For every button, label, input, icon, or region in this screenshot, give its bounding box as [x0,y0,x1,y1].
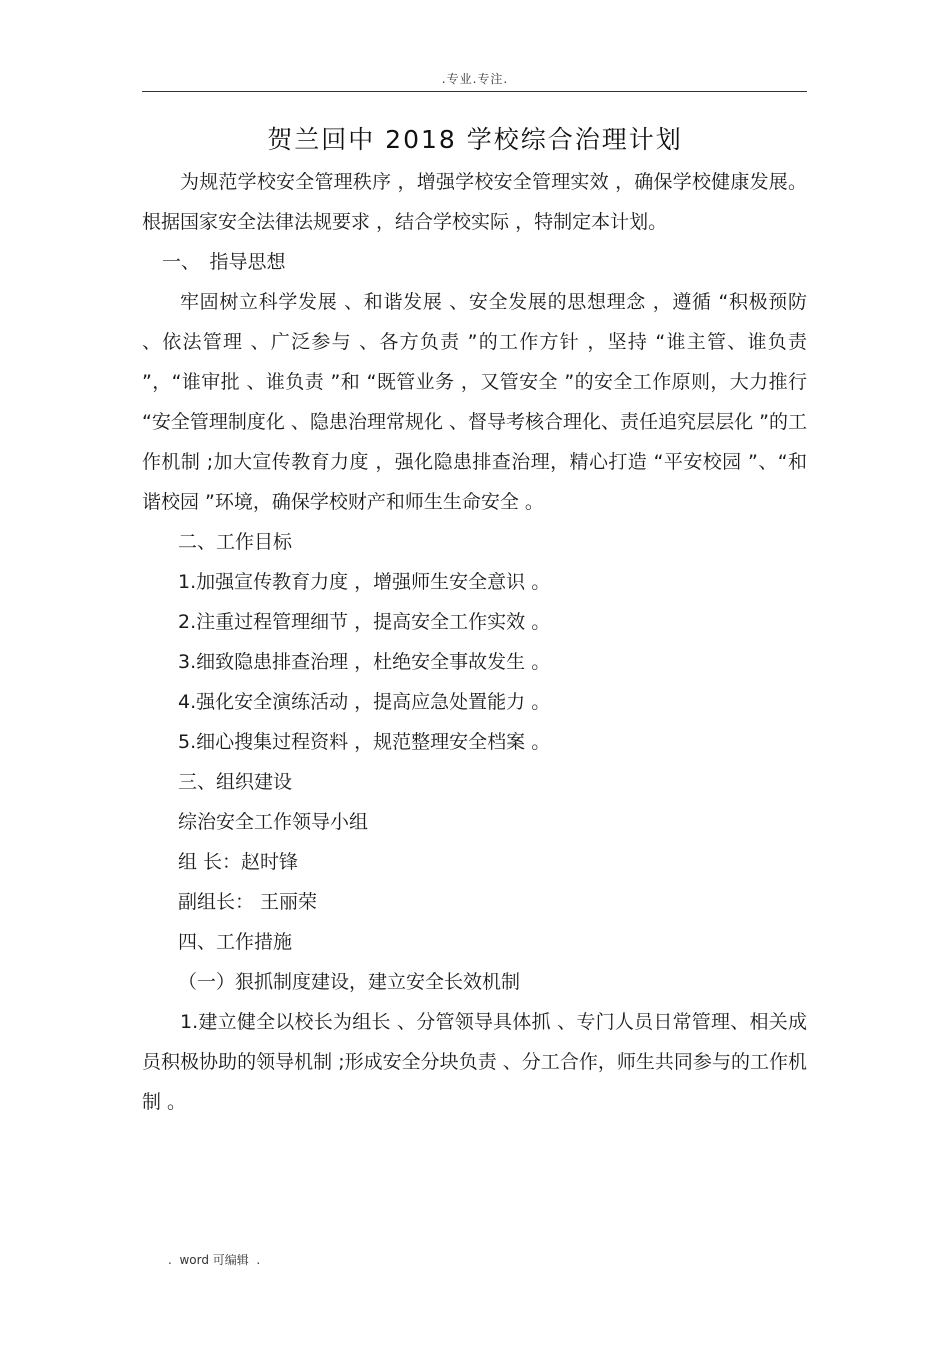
group-leader: 组 长：赵时锋 [178,851,299,873]
goal-item-4: 4.强化安全演练活动 ，提高应急处置能力 。 [178,691,551,713]
document-title: 贺兰回中 2018 学校综合治理计划 [267,125,683,154]
page-footer: . word 可编辑 . [168,1253,261,1267]
header-divider [142,91,807,92]
leadership-group-title: 综治安全工作领导小组 [178,811,369,833]
page-header: .专业.专注. [441,72,509,86]
goal-item-1: 1.加强宣传教育力度 ，增强师生安全意识 。 [178,571,551,593]
section-4-subheading-1: （一）狠抓制度建设，建立安全长效机制 [178,971,521,993]
goal-item-3: 3.细致隐患排查治理 ，杜绝安全事故发生 。 [178,651,551,673]
section-4-item-1: 1.建立健全以校长为组长 、分管领导具体抓 、专门人员日常管理、相关成员积极协助的领导机制 ;形成安全分块负责 、分工合作，师生共同参与的工作机制 。 [142,1011,807,1113]
goal-item-5: 5.细心搜集过程资料 ，规范整理安全档案 。 [178,731,551,753]
document-body [142,162,807,1122]
group-deputy-leader: 副组长： 王丽荣 [178,891,318,913]
section-4-heading: 四、工作措施 [178,931,293,953]
section-1-heading: 一、 指导思想 [162,251,286,273]
section-1-body: 牢固树立科学发展 、和谐发展 、安全发展的思想理念 ，遵循 “积极预防 、依法管理 、广泛参与 、各方负责 ”的工作方针 ，坚持 “谁主管、谁负责 ”，“谁审批 、谁负责 ”和 “既管业务 ，又管安全 ”的安全工作原则，大力推行 “安全管理制度化 、隐患治理常规化 、督导考核合理化、责任追究层层化 ”的工作机制 ;加大宣传教育力度 ，强化隐患排查治理，精心打造 “平安校园 ”、“和谐校园 ”环境，确保学校财产和师生生命安全 。 [142,291,807,513]
intro-paragraph: 为规范学校安全管理秩序 ，增强学校安全管理实效 ，确保学校健康发展。根据国家安全法律法规要求 ，结合学校实际 ，特制定本计划。 [142,171,807,233]
section-2-heading: 二、工作目标 [178,531,293,553]
goal-item-2: 2.注重过程管理细节 ，提高安全工作实效 。 [178,611,551,633]
section-3-heading: 三、组织建设 [178,771,293,793]
